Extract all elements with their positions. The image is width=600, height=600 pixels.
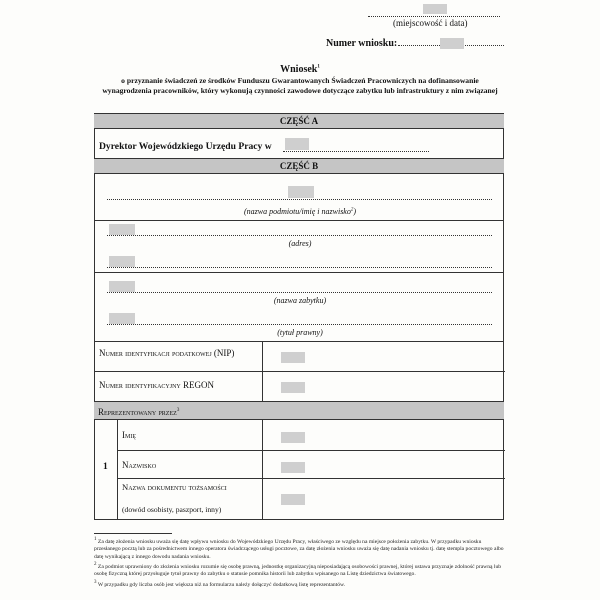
address-line-2 <box>107 267 492 268</box>
id-document-hint: (dowód osobisty, paszport, inny) <box>122 505 222 514</box>
representative-table <box>94 420 504 520</box>
footnote-3 <box>94 579 504 589</box>
id-document-label: Nazwa dokumentu tożsamości <box>122 482 227 492</box>
footnote-3-number: 3 <box>94 579 97 585</box>
footnote-2 <box>94 561 504 579</box>
entity-name-caption-text: (nazwa podmiotu/imię i nazwisko <box>243 207 351 216</box>
footnote-2-text: Za podmiot uprawniony do złożenia wniosku rozumie się osobę prawną, jednostkę organizacyjną nieposiadającą osobowości prawnej, której ustawa przyznaje zdolność prawną lub osobę fizyczną której przysługuje tytuł prawny do zabytku o statusie pomnika historii lub zabytku wpisanego na Listę dziedzictwa światowego. <box>94 563 502 578</box>
nip-label: Numer identyfikacji podatkowej (NIP) <box>99 348 235 358</box>
recipient-label: Dyrektor Wojewódzkiego Urzędu Pracy w <box>99 141 272 152</box>
represented-by-label: Reprezentowany przez <box>98 407 177 417</box>
footnote-1-text: Za datę złożenia wniosku uważa się datę wpływu wniosku do Wojewódzkiego Urzędu Pracy, właściwego ze względu na miejsce położenia zabytku. W przypadku wniosku przesłanego pocztą lub za pośrednictwem innego operatora świadczącego usługi pocztowe, za datę złożenia wniosku uważa się datę nadania wniosku tj. datę stempla pocztowego albo datę wynikającą z innego dowodu nadania wniosku. <box>94 538 504 560</box>
nip-regon-separator <box>95 371 505 372</box>
footnote-2-number: 2 <box>94 562 97 568</box>
entity-name-caption-end: ) <box>353 207 357 216</box>
entity-name-input[interactable] <box>288 186 314 198</box>
application-number-input[interactable] <box>440 38 464 49</box>
last-name-input[interactable] <box>281 462 305 473</box>
represented-by-ref: 3 <box>176 408 180 413</box>
monument-name-input[interactable] <box>109 281 135 292</box>
regon-input[interactable] <box>281 382 305 393</box>
first-name-label: Imię <box>122 430 136 440</box>
application-number-label: Numer wniosku: <box>326 38 398 49</box>
address-caption: (adres) <box>288 239 312 248</box>
form-title-text: Wniosek <box>280 64 318 75</box>
footnotes <box>94 536 504 589</box>
entity-name-box <box>94 174 504 220</box>
form-title <box>0 64 600 75</box>
address-box <box>94 220 504 272</box>
regon-label: Numer identyfikacyjny REGON <box>99 380 214 390</box>
recipient-line <box>283 151 429 152</box>
entity-name-caption-ref: 2 <box>350 207 354 213</box>
part-a-heading: CZĘŚĆ A <box>94 113 504 129</box>
part-a-box <box>94 129 504 159</box>
form-subtitle: o przyznanie świadczeń ze środków Funduszu Gwarantowanych Świadczeń Pracowniczych na dofinansowanie wynagrodzenia pracowników, który wykonują czynności zawodowe dotyczące zabytku lub infrastruktury z nim związanej <box>102 76 498 95</box>
place-date-caption: (miejscowość i data) <box>393 18 468 28</box>
first-name-input[interactable] <box>281 432 305 443</box>
rep-row-separator-1 <box>117 450 505 451</box>
rep-field-divider <box>262 420 263 520</box>
monument-name-line <box>107 292 492 293</box>
entity-name-caption <box>95 207 505 216</box>
legal-title-input[interactable] <box>109 313 135 324</box>
nip-input[interactable] <box>281 352 305 363</box>
last-name-label: Nazwisko <box>122 460 157 470</box>
legal-title-line <box>107 324 492 325</box>
part-b-heading: CZĘŚĆ B <box>94 158 504 174</box>
rep-row-separator-2 <box>117 478 505 479</box>
footnote-1-number: 1 <box>94 537 97 542</box>
nip-regon-divider <box>262 342 263 402</box>
footnote-rule <box>94 533 172 534</box>
nip-regon-grid <box>94 341 504 401</box>
rep-number: 1 <box>103 462 108 472</box>
rep-number-divider <box>117 420 118 520</box>
form-title-footnote-ref: 1 <box>317 64 320 70</box>
monument-box <box>94 272 504 341</box>
voivodeship-office-input[interactable] <box>285 138 309 150</box>
entity-name-line <box>107 199 492 200</box>
address-line-2-input[interactable] <box>109 256 135 267</box>
legal-title-caption: (tytuł prawny) <box>277 328 323 337</box>
footnote-1 <box>94 536 504 561</box>
footnote-3-text: W przypadku gdy liczba osób jest większa niż na formularzu należy dołączyć dodatkową listę reprezentantów. <box>97 581 346 588</box>
represented-by-heading <box>94 401 504 420</box>
place-date-line <box>368 13 500 17</box>
address-line-1 <box>107 235 492 236</box>
address-line-1-input[interactable] <box>109 224 135 235</box>
monument-caption: (nazwa zabytku) <box>273 296 327 305</box>
id-document-input[interactable] <box>281 494 305 505</box>
